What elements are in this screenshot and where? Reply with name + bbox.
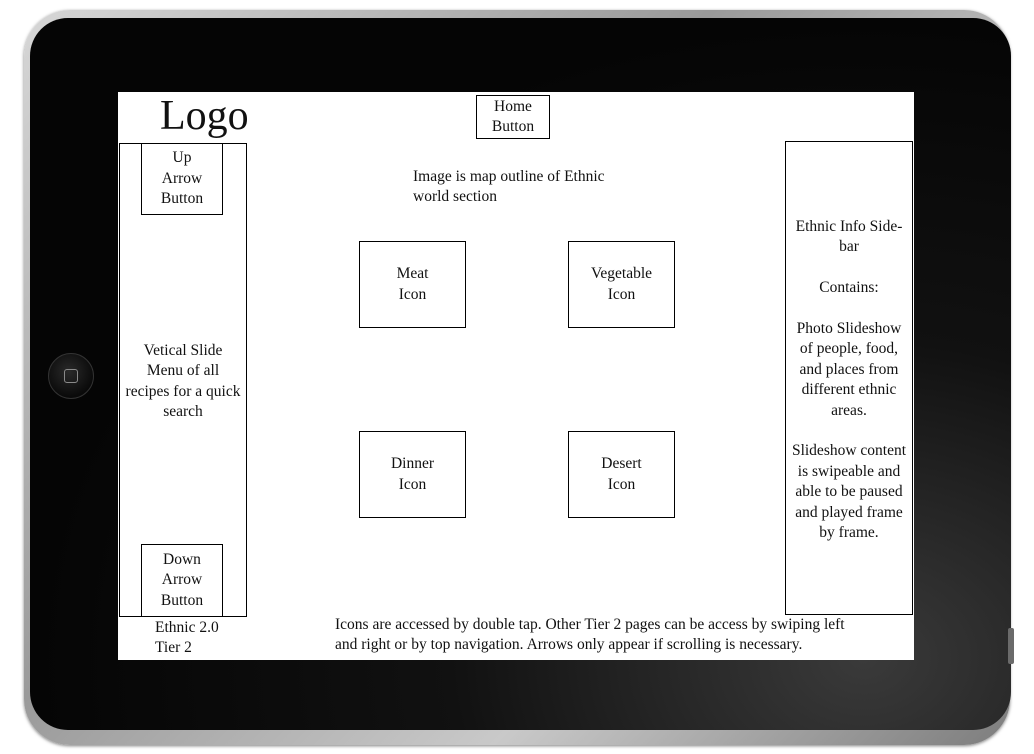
menu-desc-line4: search <box>163 403 203 421</box>
home-button-line2: Button <box>491 118 535 135</box>
map-note-line2: world section <box>413 188 497 206</box>
dinner-icon-line2: Icon <box>398 475 427 493</box>
vegetable-icon-line2: Icon <box>607 285 636 303</box>
footer-note <box>335 615 910 656</box>
square-icon <box>64 369 78 383</box>
meat-icon-line1: Meat <box>396 265 429 283</box>
footer-note-line2: and right or by top navigation. Arrows only appear if scrolling is necessary. <box>335 636 803 654</box>
hardware-home-button[interactable] <box>48 353 94 399</box>
page-id-line1: Ethnic 2.0 <box>155 619 219 636</box>
down-arrow-line1: Down <box>163 550 201 568</box>
footer-note-line1: Icons are accessed by double tap. Other Tier 2 pages can be access by swiping left <box>335 616 845 633</box>
sidebar-title-line2: bar <box>839 238 859 256</box>
sidebar-title-line1: Ethnic Info Side- <box>795 218 903 235</box>
up-arrow-line3: Button <box>160 190 204 208</box>
slideshow-line5: areas. <box>831 401 867 419</box>
vegetable-icon-line1: Vegetable <box>590 265 653 283</box>
up-arrow-line2: Arrow <box>161 169 203 187</box>
home-button[interactable] <box>476 95 550 139</box>
swipe-note-line1: Slideshow content <box>791 442 907 460</box>
meat-icon[interactable] <box>359 241 466 328</box>
desert-icon-line1: Desert <box>601 455 642 473</box>
slideshow-line1: Photo Slideshow <box>796 320 902 337</box>
slideshow-line2: of people, food, <box>799 340 899 358</box>
menu-desc-line2: Menu of all <box>146 362 220 380</box>
menu-desc-line1: Vetical Slide <box>143 342 223 359</box>
menu-desc-line3: recipes for a quick <box>125 382 241 400</box>
hardware-side-button[interactable] <box>1008 628 1014 664</box>
meat-icon-line2: Icon <box>398 285 427 303</box>
logo: Logo <box>160 93 249 139</box>
map-note-line1: Image is map outline of Ethnic <box>413 168 605 185</box>
slideshow-line3: and places from <box>799 360 899 378</box>
down-arrow-line2: Arrow <box>161 571 203 589</box>
slide-menu-description <box>119 341 247 423</box>
swipe-note-line3: able to be paused <box>795 483 903 501</box>
map-outline-note <box>413 167 653 208</box>
vegetable-icon[interactable] <box>568 241 675 328</box>
sidebar-content <box>785 217 913 543</box>
up-arrow-line1: Up <box>172 149 192 167</box>
tablet-screen <box>118 92 914 660</box>
dinner-icon[interactable] <box>359 431 466 518</box>
desert-icon[interactable] <box>568 431 675 518</box>
desert-icon-line2: Icon <box>607 475 636 493</box>
swipe-note-line2: is swipeable and <box>797 462 901 480</box>
down-arrow-line3: Button <box>160 591 204 609</box>
home-button-line1: Home <box>494 97 532 115</box>
swipe-note-line5: by frame. <box>819 524 879 542</box>
dinner-icon-line1: Dinner <box>390 455 435 473</box>
slideshow-line4: different ethnic <box>801 381 897 399</box>
swipe-note-line4: and played frame <box>795 503 903 521</box>
sidebar-contains: Contains: <box>819 279 879 297</box>
page-id-line2: Tier 2 <box>155 639 192 657</box>
up-arrow-button[interactable] <box>141 143 223 215</box>
down-arrow-button[interactable] <box>141 544 223 617</box>
page-identifier <box>155 618 275 659</box>
